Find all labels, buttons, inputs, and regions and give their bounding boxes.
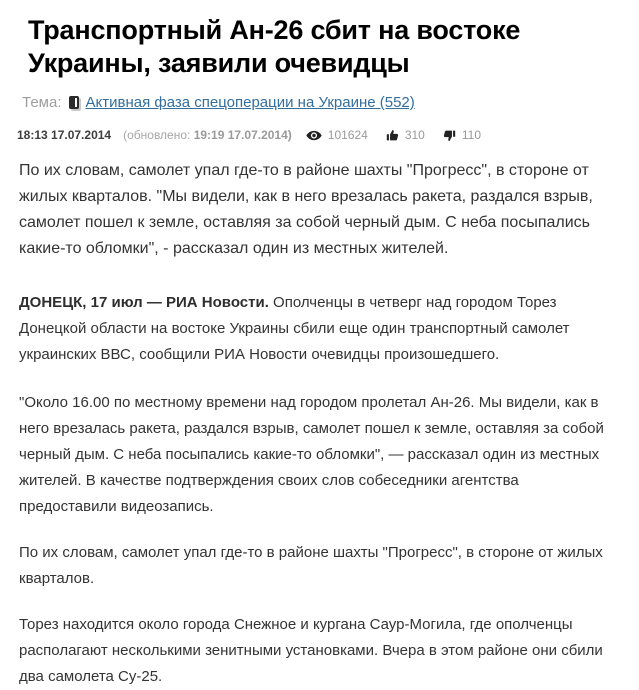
topic-label: Тема: [22, 94, 62, 111]
thumbs-down-icon[interactable] [443, 129, 456, 142]
paragraph-crash-site: По их словам, самолет упал где-то в районе шахты "Прогресс", в стороне от жилых кварталов. [19, 544, 603, 587]
dislikes-count: 110 [461, 128, 481, 142]
publish-timestamp: 18:13 17.07.2014 [17, 128, 112, 142]
updated-time: 19:19 17.07.2014) [193, 128, 292, 142]
dislikes-stat [443, 128, 481, 142]
article-body [19, 158, 609, 690]
topic-icon [69, 96, 79, 109]
dateline-text: Ополченцы в четверг над городом Торез Донецкой области на востоке Украины сбили еще один транспортный самолет украинских ВВС, сообщили РИА Новости очевидцы произошедшего. [19, 294, 570, 363]
topic-line [22, 94, 609, 111]
dateline-bold: ДОНЕЦК, 17 июл — РИА Новости. [19, 294, 269, 311]
eye-icon [306, 130, 322, 141]
updated-timestamp [123, 128, 292, 142]
meta-line [17, 128, 609, 142]
views-count: 101624 [327, 128, 368, 142]
paragraph-quote: "Около 16.00 по местному времени над городом пролетал Ан-26. Мы видели, как в него врезалась ракета, раздался взрыв, самолет пошел к земле, оставляя за собой черный дым. С неба посыпались какие-то обломки", — рассказал один из местных жителей. В качестве подтверждения своих слов собеседники агентства предоставили видеозапись. [19, 394, 604, 515]
likes-stat [386, 128, 425, 142]
article-headline: Транспортный Ан-26 сбит на востоке Украины, заявили очевидцы [28, 15, 521, 78]
updated-prefix: (обновлено: [123, 128, 194, 142]
views-stat [306, 128, 368, 142]
thumbs-up-icon[interactable] [386, 129, 399, 142]
paragraph-dateline [19, 290, 609, 368]
lead-paragraph: По их словам, самолет упал где-то в районе шахты "Прогресс", в стороне от жилых кварталов. "Мы видели, как в него врезалась ракета, раздался взрыв, самолет пошел к земле, оставляя за собой черный дым. С неба посыпались какие-то обломки", - рассказал один из местных жителей. [19, 162, 593, 257]
likes-count: 310 [404, 128, 425, 142]
topic-link[interactable]: Активная фаза спецоперации на Украине (552) [85, 94, 415, 111]
paragraph-location: Торез находится около города Снежное и кургана Саур-Могила, где ополченцы располагают несколькими зенитными установками. Вчера в этом районе они сбили два самолета Су-25. [19, 616, 603, 685]
